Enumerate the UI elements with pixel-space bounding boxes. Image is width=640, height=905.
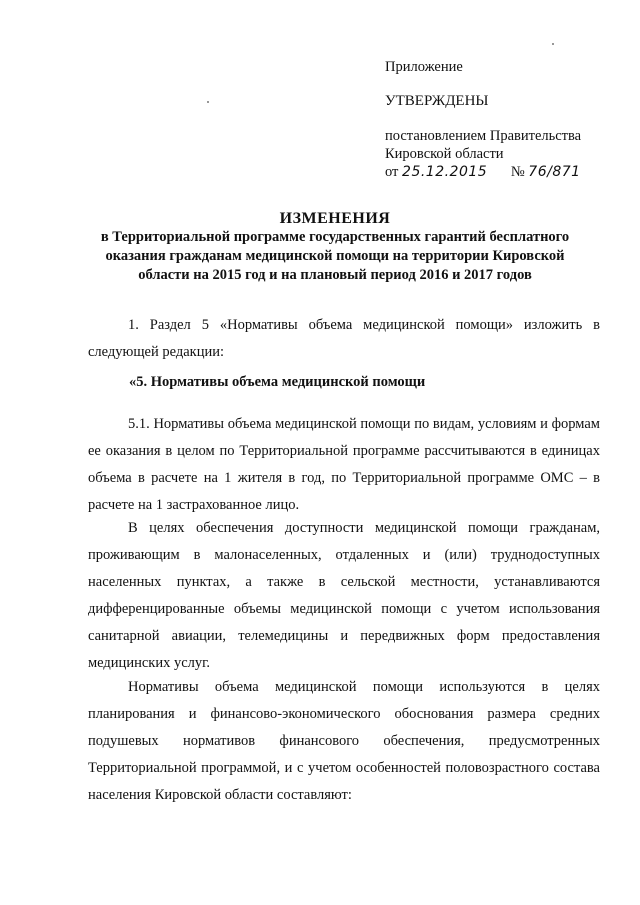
paragraph-item-1: 1. Раздел 5 «Нормативы объема медицинской помощи» изложить в следующей редакции: xyxy=(88,317,600,360)
scan-speck xyxy=(207,101,209,103)
section-heading: «5. Нормативы объема медицинской помощи xyxy=(129,374,426,390)
paragraph-norms: Нормативы объема медицинской помощи используются в целях планирования и финансово-экономического обоснования размера средних подушевых нормативов финансового обеспечения, предусмотренных Территориальной программой, и с учетом особенностей половозрастного состава населения Кировской области составляют: xyxy=(88,679,600,803)
scan-speck xyxy=(552,43,554,45)
subtitle-line-1: в Территориальной программе государственных гарантий бесплатного xyxy=(100,229,570,245)
decree-date-line xyxy=(385,163,581,181)
approved-label: УТВЕРЖДЕНЫ xyxy=(385,93,489,109)
decree-date: 25.12.2015 xyxy=(402,164,488,180)
subtitle-line-3: области на 2015 год и на плановый период 2016 и 2017 годов xyxy=(138,267,532,283)
decree-line-2: Кировской области xyxy=(385,146,504,162)
decree-number: 76/871 xyxy=(528,164,581,180)
number-prefix: № xyxy=(510,164,525,180)
decree-line-1: постановлением Правительства xyxy=(385,128,582,144)
paragraph-5-1: 5.1. Нормативы объема медицинской помощи по видам, условиям и формам ее оказания в целом по Территориальной программе рассчитываются в единицах объема в расчете на 1 жителя в год, по Территориальной программе ОМС – в расчете на 1 застрахованное лицо. xyxy=(88,416,600,513)
document-subtitle xyxy=(70,228,600,285)
subtitle-line-2: оказания гражданам медицинской помощи на территории Кировской xyxy=(105,248,565,264)
date-prefix: от xyxy=(385,164,399,180)
document-title: ИЗМЕНЕНИЯ xyxy=(279,210,391,227)
paragraph-accessibility: В целях обеспечения доступности медицинской помощи гражданам, проживающим в малонаселенных, отдаленных и (или) труднодоступных населенных пунктах, а также в сельской местности, устанавливаются дифференцированные объемы медицинской помощи с учетом использования санитарной авиации, телемедицины и передвижных форм предоставления медицинских услуг. xyxy=(88,520,600,671)
appendix-label: Приложение xyxy=(385,59,463,75)
